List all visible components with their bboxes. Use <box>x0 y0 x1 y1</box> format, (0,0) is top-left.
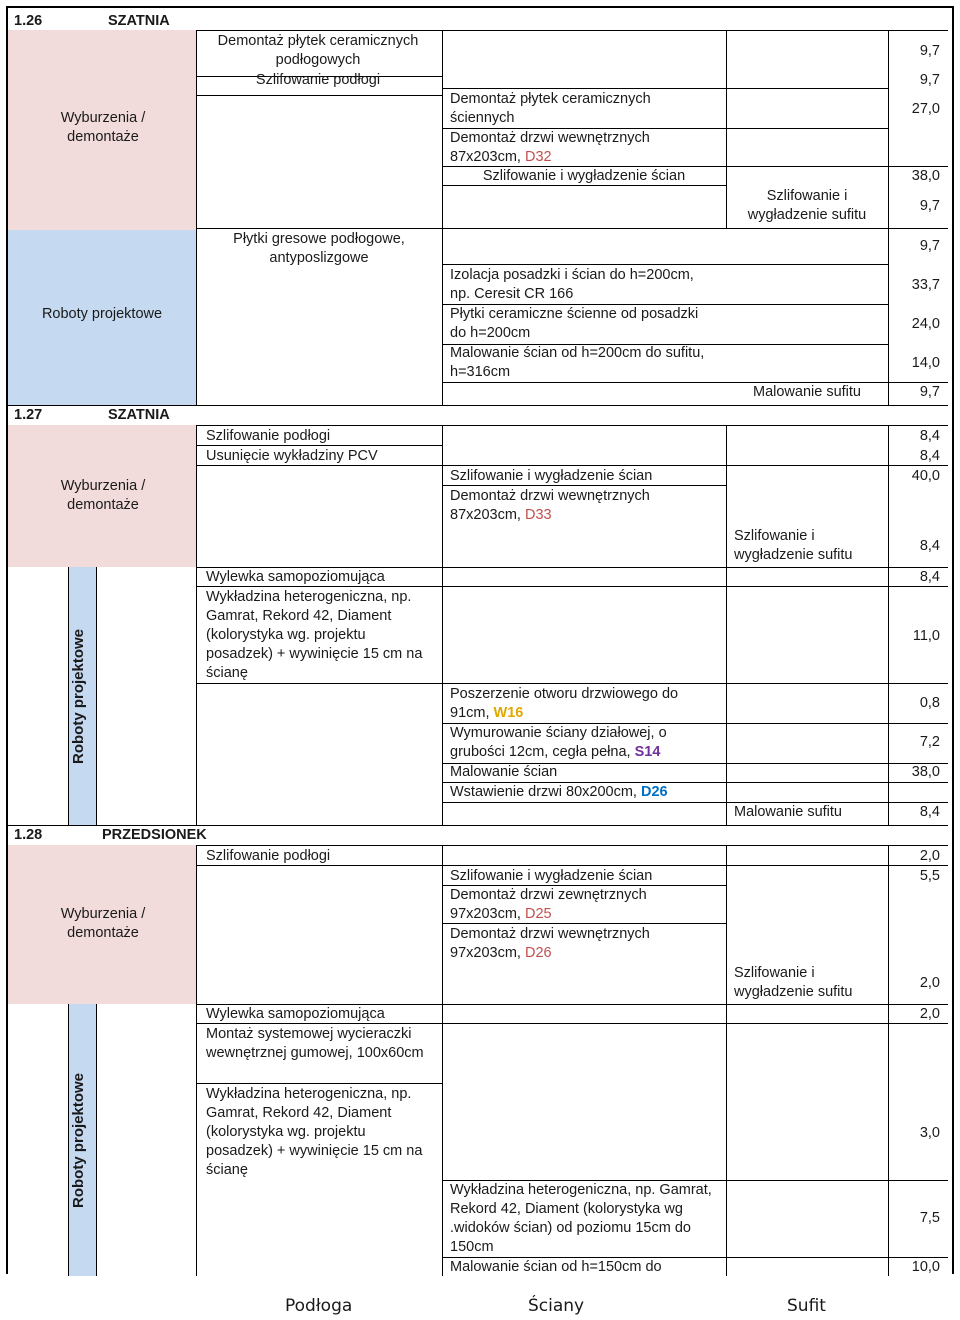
wall-item: Demontaż drzwi wewnętrznych 87x203cm, D32 <box>450 130 650 165</box>
floor-item: Szlifowanie podłogi <box>206 428 331 444</box>
floor-item: Usunięcie wykładziny PCV <box>206 448 378 464</box>
wall-item: Malowanie ścian od h=150cm do <box>450 1259 662 1275</box>
section-number: 1.26 <box>14 13 43 29</box>
quantity: 14,0 <box>911 355 940 371</box>
floor-item: Wykładzina heterogeniczna, np. Gamrat, Rekord 42, Diament (kolorystyka wg. projektu posadzek) + wywinięcie 15 cm na ścianę <box>206 589 423 681</box>
category-demolition: Wyburzenia / demontaże <box>60 110 146 145</box>
quantity: 8,4 <box>919 428 940 444</box>
wall-item: Wymurowanie ściany działowej, o grubości 12cm, cegła pełna, S14 <box>450 725 667 760</box>
wall-item: Demontaż płytek ceramicznych ściennych <box>450 91 651 126</box>
category-project: Roboty projektowe <box>70 628 87 764</box>
wall-item: Poszerzenie otworu drzwiowego do 91cm, W16 <box>450 686 679 721</box>
quantity: 2,0 <box>919 975 940 991</box>
ceiling-item: Szlifowanie i wygładzenie sufitu <box>734 528 853 563</box>
wall-item: Demontaż drzwi wewnętrznych 97x203cm, D26 <box>450 926 650 961</box>
quantity: 9,7 <box>919 238 940 254</box>
wall-item: Demontaż drzwi zewnętrznych 97x203cm, D25 <box>450 887 647 922</box>
floor-item: Wykładzina heterogeniczna, np. Gamrat, Rekord 42, Diament (kolorystyka wg. projektu posadzek) + wywinięcie 15 cm na ścianę <box>206 1086 423 1178</box>
wall-item: Wstawienie drzwi 80x200cm, D26 <box>450 784 668 800</box>
wall-item: Izolacja posadzki i ścian do h=200cm, np. Ceresit CR 166 <box>450 267 694 302</box>
ceiling-item: Malowanie sufitu <box>734 804 842 820</box>
quantity: 40,0 <box>911 468 940 484</box>
quantity: 3,0 <box>919 1125 940 1141</box>
section-title: SZATNIA <box>108 13 170 29</box>
quantity: 8,4 <box>919 538 940 554</box>
quantity: 10,0 <box>911 1259 940 1275</box>
quantity: 2,0 <box>919 1006 940 1022</box>
ceiling-item: Malowanie sufitu <box>753 384 861 400</box>
wall-item: Szlifowanie i wygładzenie ścian <box>482 168 686 184</box>
footer-label-walls: Ściany <box>528 1296 585 1316</box>
footer-label-floor: Podłoga <box>285 1296 353 1316</box>
floor-item: Wylewka samopoziomująca <box>206 1006 385 1022</box>
document-page <box>6 6 954 1274</box>
wall-item: Wykładzina heterogeniczna, np. Gamrat, Rekord 42, Diament (kolorystyka wg .widoków ścian) od poziomu 15cm do 150cm <box>450 1182 712 1255</box>
ceiling-item: Szlifowanie i wygładzenie sufitu <box>734 965 853 1000</box>
section-title: PRZEDSIONEK <box>102 827 207 843</box>
quantity: 9,7 <box>919 43 940 59</box>
quantity: 2,0 <box>919 848 940 864</box>
quantity: 9,7 <box>919 72 940 88</box>
category-demolition: Wyburzenia / demontaże <box>60 906 146 941</box>
wall-item: Szlifowanie i wygładzenie ścian <box>450 868 653 884</box>
quantity: 33,7 <box>911 277 940 293</box>
footer-label-ceiling: Sufit <box>787 1296 826 1316</box>
category-demolition: Wyburzenia / demontaże <box>60 478 146 513</box>
wall-item: Malowanie ścian od h=200cm do sufitu, h=316cm <box>450 345 705 380</box>
quantity: 9,7 <box>919 384 940 400</box>
quantity: 38,0 <box>911 764 940 780</box>
floor-item: Płytki gresowe podłogowe, antyposlizgowe <box>233 231 405 266</box>
quantity: 9,7 <box>919 198 940 214</box>
quantity: 8,4 <box>919 804 940 820</box>
wall-item: Płytki ceramiczne ścienne od posadzki do h=200cm <box>450 306 699 341</box>
quantity: 8,4 <box>919 569 940 585</box>
quantity: 5,5 <box>919 868 940 884</box>
floor-item: Demontaż płytek ceramicznych podłogowych <box>217 33 419 68</box>
quantity: 24,0 <box>911 316 940 332</box>
wall-item: Szlifowanie i wygładzenie ścian <box>450 468 653 484</box>
category-project: Roboty projektowe <box>70 1072 87 1208</box>
floor-item: Szlifowanie podłogi <box>255 72 381 88</box>
floor-item: Wylewka samopoziomująca <box>206 569 385 585</box>
section-number: 1.28 <box>14 827 43 843</box>
quantity: 11,0 <box>912 628 940 644</box>
section-title: SZATNIA <box>108 407 170 423</box>
floor-item: Montaż systemowej wycieraczki wewnętrznej gumowej, 100x60cm <box>206 1026 424 1061</box>
quantity: 27,0 <box>911 101 940 117</box>
wall-item: Demontaż drzwi wewnętrznych 87x203cm, D33 <box>450 488 650 523</box>
quantity: 8,4 <box>919 448 940 464</box>
wall-item: Malowanie ścian <box>450 764 558 780</box>
quantity: 38,0 <box>911 168 940 184</box>
quantity: 7,5 <box>919 1210 940 1226</box>
ceiling-item: Szlifowanie i wygładzenie sufitu <box>747 188 867 223</box>
quantity: 0,8 <box>919 695 940 711</box>
quantity: 7,2 <box>919 734 940 750</box>
category-project: Roboty projektowe <box>41 306 163 322</box>
section-number: 1.27 <box>14 407 43 423</box>
floor-item: Szlifowanie podłogi <box>206 848 331 864</box>
